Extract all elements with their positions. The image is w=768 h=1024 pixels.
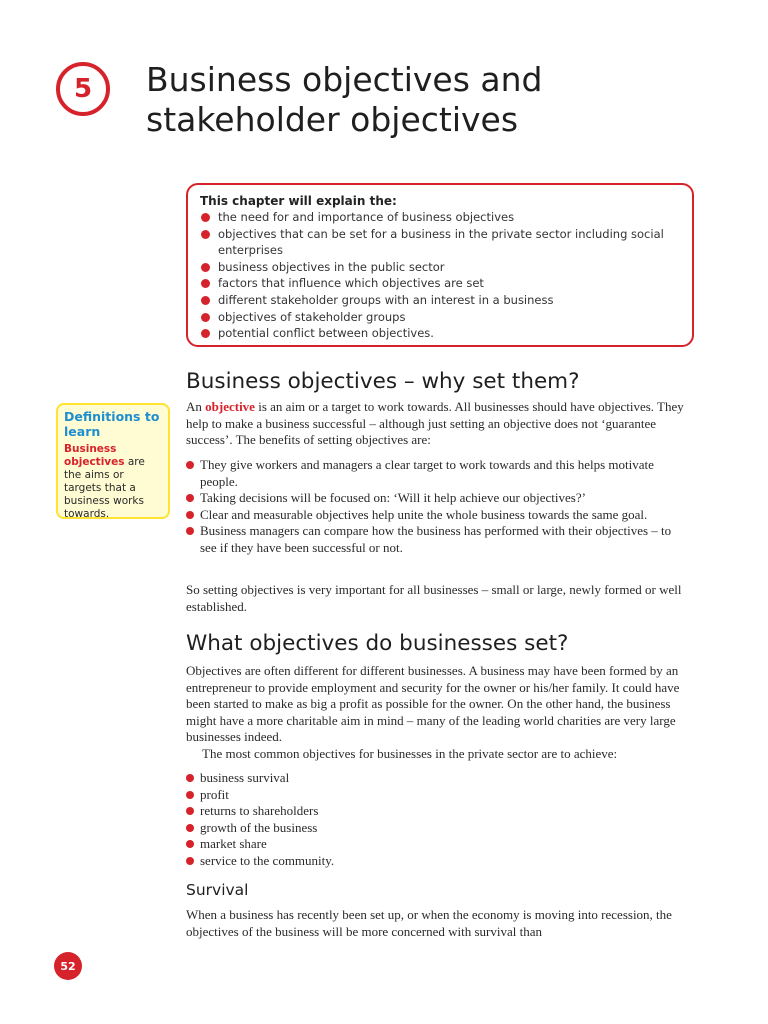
definition-text: [64, 443, 162, 521]
list-item: potential conflict between objectives.: [200, 325, 680, 342]
definitions-title: Definitions to learn: [64, 409, 160, 439]
list-item: service to the community.: [186, 853, 686, 870]
bullet-icon: [186, 840, 194, 848]
bullet-icon: [201, 313, 210, 322]
chapter-title: Business objectives and stakeholder objectives: [146, 60, 543, 139]
benefits-conclusion-paragraph: So setting objectives is very important for all businesses – small or large, newly formed or well established.: [186, 582, 682, 614]
list-item: Business managers can compare how the business has performed with their objectives – to see if they have been successful or not.: [186, 523, 686, 556]
private-sector-objectives-list: [186, 770, 686, 870]
section-heading-survival: Survival: [186, 881, 249, 899]
list-item: objectives that can be set for a business in the private sector including social enterprises: [200, 226, 680, 259]
list-item: Clear and measurable objectives help unite the whole business towards the same goal.: [186, 507, 686, 524]
chapter-number-badge: [56, 62, 110, 116]
list-item: returns to shareholders: [186, 803, 686, 820]
bullet-icon: [201, 213, 210, 222]
list-item: objectives of stakeholder groups: [200, 309, 680, 326]
bullet-icon: [201, 329, 210, 338]
benefits-list: [186, 457, 686, 557]
list-item: factors that influence which objectives are set: [200, 275, 680, 292]
definition-term: Business objectives: [64, 443, 125, 468]
section-heading-what-objectives: What objectives do businesses set?: [186, 631, 569, 656]
bullet-icon: [186, 494, 194, 502]
list-item: Taking decisions will be focused on: ‘Will it help achieve our objectives?’: [186, 490, 686, 507]
explain-box-list: [200, 209, 680, 342]
chapter-explain-box: [186, 183, 694, 347]
bullet-icon: [186, 824, 194, 832]
bullet-icon: [186, 511, 194, 519]
bullet-icon: [186, 774, 194, 782]
list-item: They give workers and managers a clear target to work towards and this helps motivate people.: [186, 457, 686, 490]
list-item: market share: [186, 836, 686, 853]
list-item: the need for and importance of business objectives: [200, 209, 680, 226]
key-term-objective: objective: [205, 399, 255, 414]
section-heading-why-set-objectives: Business objectives – why set them?: [186, 369, 580, 394]
objective-intro-paragraph: An objective is an aim or a target to work towards. All businesses should have objectives. They help to make a business successful – although just setting an objective does not ‘guarantee success’. The benefits of setting objectives are:: [186, 399, 684, 448]
bullet-icon: [201, 230, 210, 239]
bullet-icon: [201, 296, 210, 305]
list-item: business survival: [186, 770, 686, 787]
definition-body: are the aims or targets that a business works towards.: [64, 456, 145, 520]
definitions-box: [56, 403, 170, 519]
objectives-intro-paragraph: Objectives are often different for different businesses. A business may have been formed by an entrepreneur to provide employment and security for the owner or his/her family. It could have been started to make as big a profit as possible for the owner. On the other hand, the business might have a more charitable aim in mind – many of the leading world charities are very large businesses indeed.: [186, 663, 680, 745]
chapter-number: 5: [73, 74, 93, 104]
survival-paragraph: When a business has recently been set up, or when the economy is moving into recession, the objectives of the business will be more concerned with survival than: [186, 907, 672, 939]
list-item: business objectives in the public sector: [200, 259, 680, 276]
explain-box-heading: This chapter will explain the:: [200, 194, 397, 208]
page-number-badge: [54, 952, 82, 980]
bullet-icon: [201, 279, 210, 288]
list-item: profit: [186, 787, 686, 804]
bullet-icon: [186, 527, 194, 535]
bullet-icon: [186, 857, 194, 865]
bullet-icon: [201, 263, 210, 272]
page-number: 52: [60, 959, 76, 973]
list-item: different stakeholder groups with an interest in a business: [200, 292, 680, 309]
bullet-icon: [186, 791, 194, 799]
bullet-icon: [186, 461, 194, 469]
objectives-lead-paragraph: The most common objectives for businesses in the private sector are to achieve:: [202, 746, 618, 761]
list-item: growth of the business: [186, 820, 686, 837]
bullet-icon: [186, 807, 194, 815]
